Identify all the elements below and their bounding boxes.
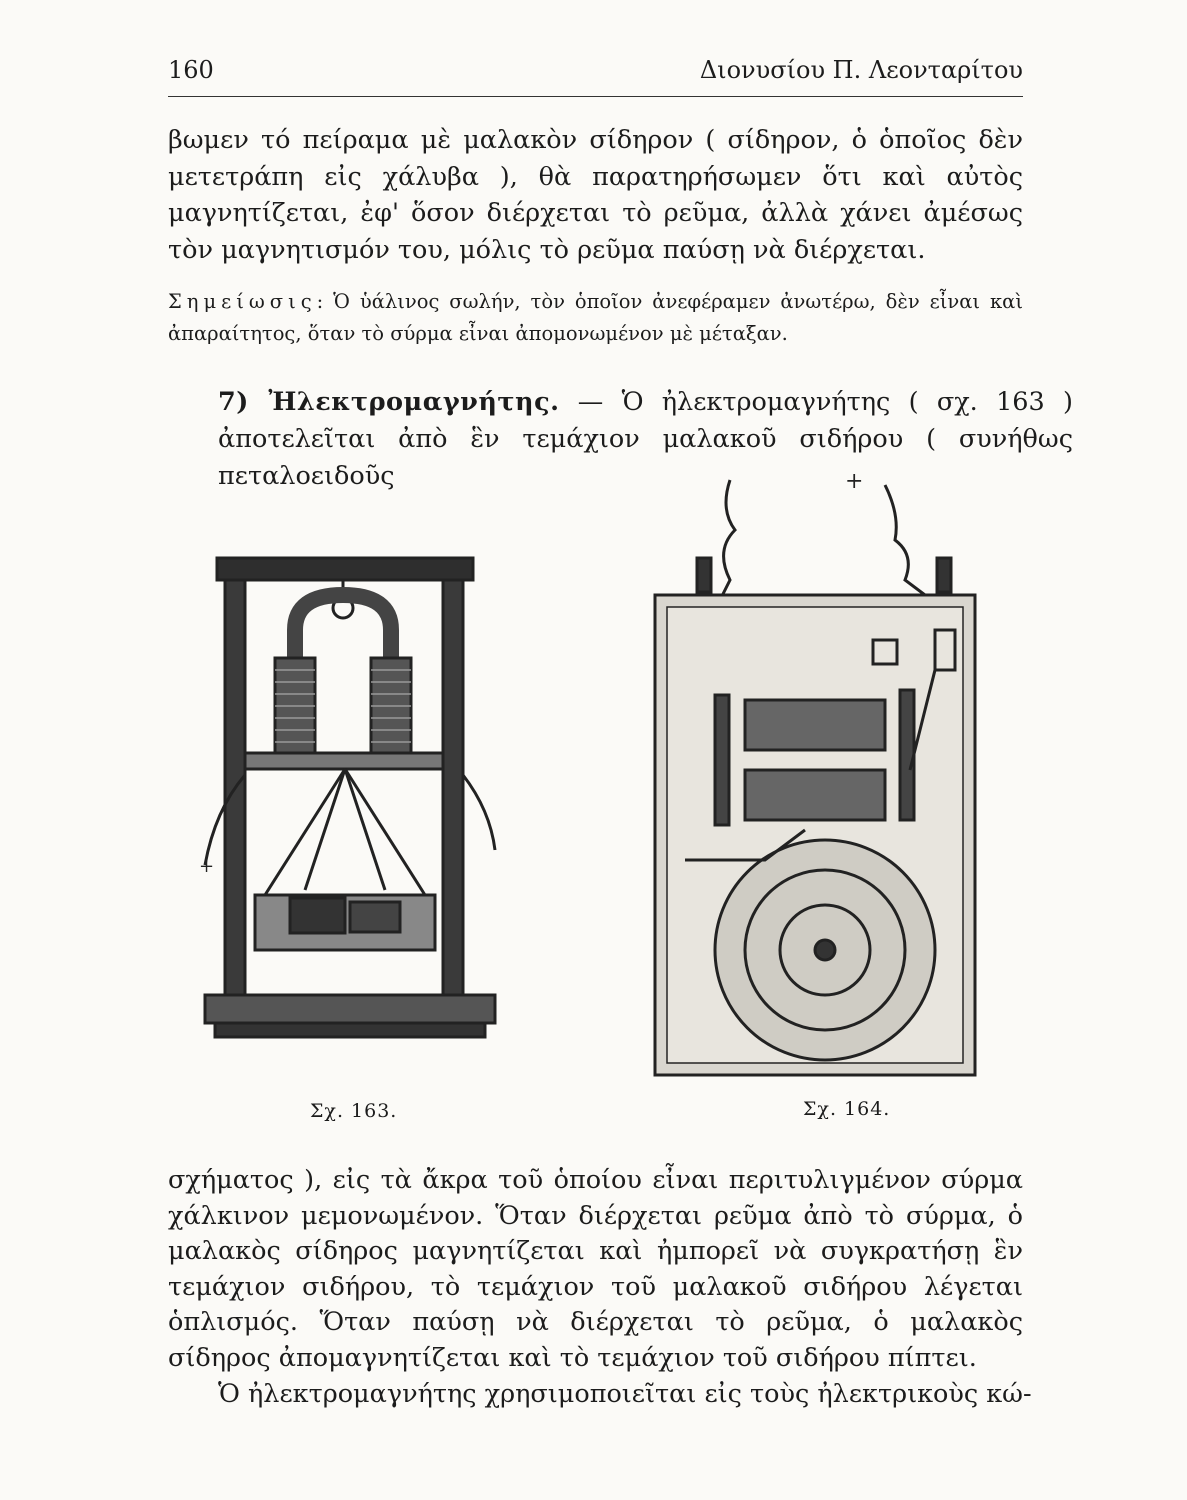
svg-text:+: + — [199, 856, 215, 877]
electric-bell-illustration — [645, 470, 995, 1090]
note-text: : Ὁ ὑάλινος σωλήν, τὸν ὁποῖον ἀνεφέραμεν ἀνωτέρω, δὲν εἶναι καὶ ἀπαραίτητος, ὅταν τὸ σύρμα εἶναι ἀπομονωμένον μὲ μέταξαν. — [168, 290, 1023, 345]
paragraph-3: Ὁ ἠλεκτρομαγνήτης χρησιμοποιεῖται εἰς τοὺς ἠλεκτρικοὺς κώ- — [218, 1379, 1032, 1409]
svg-text:+: + — [845, 470, 864, 494]
running-head: Διονυσίου Π. Λεονταρίτου — [699, 56, 1023, 84]
paragraph-1: βωμεν τό πείραμα μὲ μαλακὸν σίδηρον ( σίδηρον, ὁ ὁποῖος δὲν μετετράπη εἰς χάλυβα ), θὰ παρατηρήσωμεν ὅτι καὶ αὐτὸς μαγνητίζεται, ἐφ' ὅσον διέρχεται τὸ ρεῦμα, ἀλλὰ χάνει ἀμέσως τὸν μαγνητισμόν του, μόλις τὸ ρεῦμα παύσῃ νὰ διέρχεται. — [168, 125, 1023, 265]
header-rule — [168, 96, 1023, 97]
page-number: 160 — [168, 56, 214, 84]
paragraph-2: σχήματος ), εἰς τὰ ἄκρα τοῦ ὁποίου εἶναι περιτυλιγμένον σύρμα χάλκινον μεμονωμένον. Ὅταν διέρχεται ρεῦμα ἀπὸ τὸ σύρμα, ὁ μαλακὸς σίδηρος μαγνητίζεται καὶ ἠμπορεῖ νὰ συγκρατήσῃ ἓν τεμάχιον σιδήρου, τὸ τεμάχιον τοῦ μαλακοῦ σιδήρου λέγεται ὁπλισμός. Ὅταν παύσῃ νὰ διέρχεται τὸ ρεῦμα, ὁ μαλακὸς σίδηρος ἀπομαγνητίζεται καὶ τὸ τεμάχιον τοῦ σιδήρου πίπτει. — [168, 1165, 1023, 1373]
electromagnet-illustration — [195, 550, 505, 1060]
page-header — [168, 56, 1023, 96]
figure-163-caption: Σχ. 163. — [310, 1100, 398, 1122]
note-paragraph — [168, 286, 1023, 350]
note-label: Σημείωσις — [168, 290, 317, 313]
figure-164-caption: Σχ. 164. — [803, 1098, 891, 1120]
section-heading: 7) Ἠλεκτρομαγνήτης. — [218, 387, 560, 417]
section-text: — Ὁ ἠλεκτρομαγνήτης ( σχ. 163 ) ἀποτελεῖται ἀπὸ ἓν τεμάχιον μαλακοῦ σιδήρου ( συνήθως πεταλοειδοῦς — [218, 387, 1073, 491]
